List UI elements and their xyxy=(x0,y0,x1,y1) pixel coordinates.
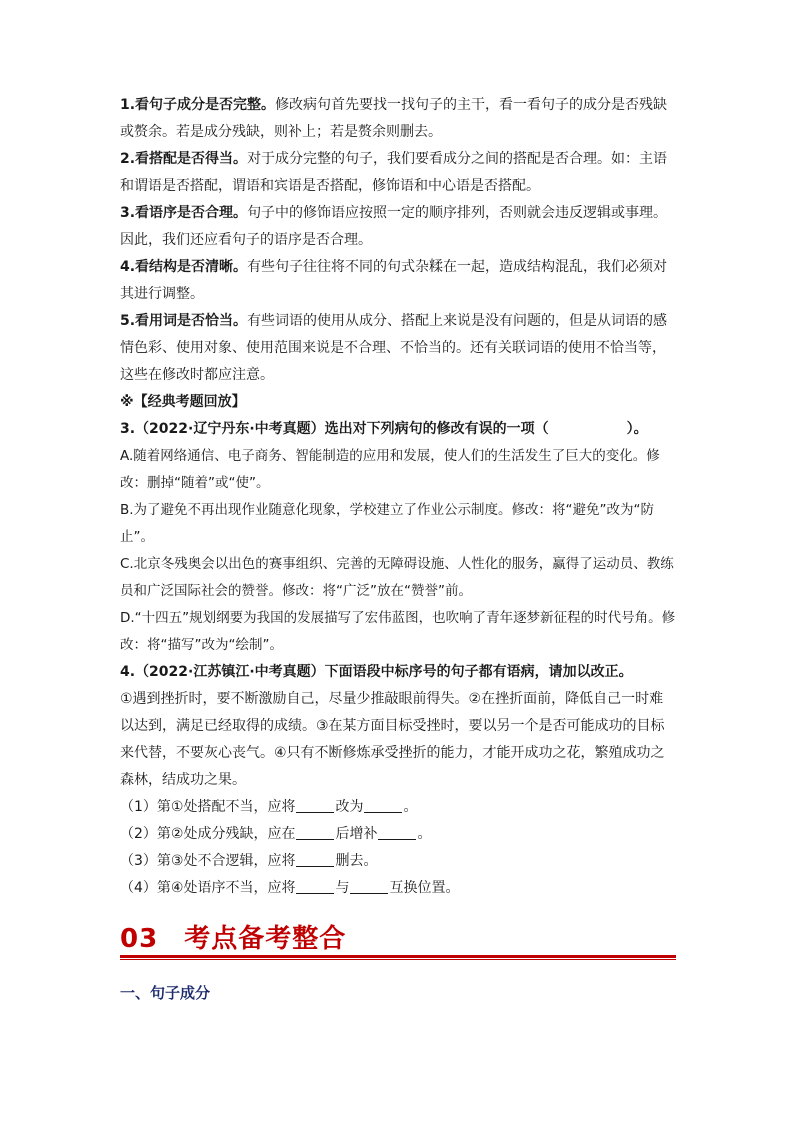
point-text: 句子中的修饰语应按照一定的顺序排列，否则就会违反逻辑或事理。因此，我们还应看句子的语序是否合理。 xyxy=(120,205,668,248)
fill-item-text: 。 xyxy=(417,826,432,842)
point-2 xyxy=(120,146,676,200)
fill-item-text: 删去。 xyxy=(335,853,378,869)
point-text: 修改病句首先要找一找句子的主干，看一看句子的成分是否残缺或赘余。若是成分残缺，则补上；若是赘余则删去。 xyxy=(120,97,668,140)
question-4-passage: ①遇到挫折时，要不断激励自己，尽量少推敲眼前得失。②在挫折面前，降低自己一时难以达到，满足已经取得的成绩。③在某方面目标受挫时，要以另一个是否可能成功的目标来代替，不要灰心丧气。④只有不断修炼承受挫折的能力，才能开成功之花，繁殖成功之森林，结成功之果。 xyxy=(120,691,665,788)
fill-item-1 xyxy=(120,794,676,821)
point-3 xyxy=(120,200,676,254)
fill-item-text: （2）第②处成分残缺，应在 xyxy=(120,826,296,842)
point-1 xyxy=(120,92,676,146)
point-lead: 1.看句子成分是否完整。 xyxy=(120,97,276,113)
answer-blank[interactable] xyxy=(296,877,334,894)
point-4 xyxy=(120,254,676,308)
fill-item-text: 。 xyxy=(403,799,418,815)
point-text: 对于成分完整的句子，我们要看成分之间的搭配是否合理。如：主语和谓语是否搭配，谓语和宾语是否搭配，修饰语和中心语是否搭配。 xyxy=(120,151,668,194)
fill-item-3 xyxy=(120,848,676,875)
question-4-stem: 4.（2022·江苏镇江·中考真题）下面语段中标序号的句子都有语病，请加以改正。 xyxy=(120,664,633,680)
question-3-stem xyxy=(120,416,676,443)
point-lead: 3.看语序是否合理。 xyxy=(120,205,248,221)
answer-blank[interactable] xyxy=(296,796,334,813)
option-c: C.北京冬残奥会以出色的赛事组织、完善的无障碍设施、人性化的服务，赢得了运动员、教练员和广泛国际社会的赞誉。修改：将“广泛”放在“赞誉”前。 xyxy=(120,556,674,599)
fill-item-text: 后增补 xyxy=(335,826,378,842)
answer-blank[interactable] xyxy=(364,796,402,813)
answer-blank[interactable] xyxy=(350,877,388,894)
option-d: D.“十四五”规划纲要为我国的发展描写了宏伟蓝图，也吹响了青年逐梦新征程的时代号角。修改：将“描写”改为“绘制”。 xyxy=(120,610,676,653)
fill-item-text: 与 xyxy=(335,880,350,896)
point-text: 有些句子往往将不同的句式杂糅在一起，造成结构混乱，我们必须对其进行调整。 xyxy=(120,259,668,302)
answer-blank[interactable] xyxy=(296,850,334,867)
option-a: A.随着网络通信、电子商务、智能制造的应用和发展，使人们的生活发生了巨大的变化。修改：删掉“随着”或“使”。 xyxy=(120,448,660,491)
point-text: 有些词语的使用从成分、搭配上来说是没有问题的，但是从词语的感情色彩、使用对象、使用范围来说是不合理、不恰当的。还有关联词语的使用不恰当等，这些在修改时都应注意。 xyxy=(120,313,668,383)
section-rule-thin xyxy=(120,959,676,960)
fill-item-text: （3）第③处不合逻辑，应将 xyxy=(120,853,296,869)
section-header xyxy=(120,918,676,960)
fill-item-text: （1）第①处搭配不当，应将 xyxy=(120,799,296,815)
subheading: 一、句子成分 xyxy=(120,984,211,1002)
point-lead: 2.看搭配是否得当。 xyxy=(120,151,248,167)
fill-item-text: 互换位置。 xyxy=(389,880,460,896)
answer-blank[interactable] xyxy=(378,823,416,840)
point-lead: 4.看结构是否清晰。 xyxy=(120,259,248,275)
point-lead: 5.看用词是否恰当。 xyxy=(120,313,248,329)
fill-item-2 xyxy=(120,821,676,848)
review-heading: ※【经典考题回放】 xyxy=(120,394,246,410)
fill-item-text: （4）第④处语序不当，应将 xyxy=(120,880,296,896)
section-number: 03 xyxy=(120,924,159,954)
point-5 xyxy=(120,308,676,389)
answer-blank[interactable] xyxy=(296,823,334,840)
option-b: B.为了避免不再出现作业随意化现象，学校建立了作业公示制度。修改：将“避免”改为“防止”。 xyxy=(120,502,655,545)
fill-item-4 xyxy=(120,875,676,902)
question-3-stem-text: 3.（2022·辽宁丹东·中考真题）选出对下列病句的修改有误的一项（ xyxy=(120,421,549,437)
content-body xyxy=(120,92,676,902)
question-3-stem-end: ）。 xyxy=(626,421,648,437)
section-title-text: 考点备考整合 xyxy=(184,924,347,954)
section-title xyxy=(120,918,676,960)
section-rule xyxy=(120,955,676,958)
fill-item-text: 改为 xyxy=(335,799,364,815)
